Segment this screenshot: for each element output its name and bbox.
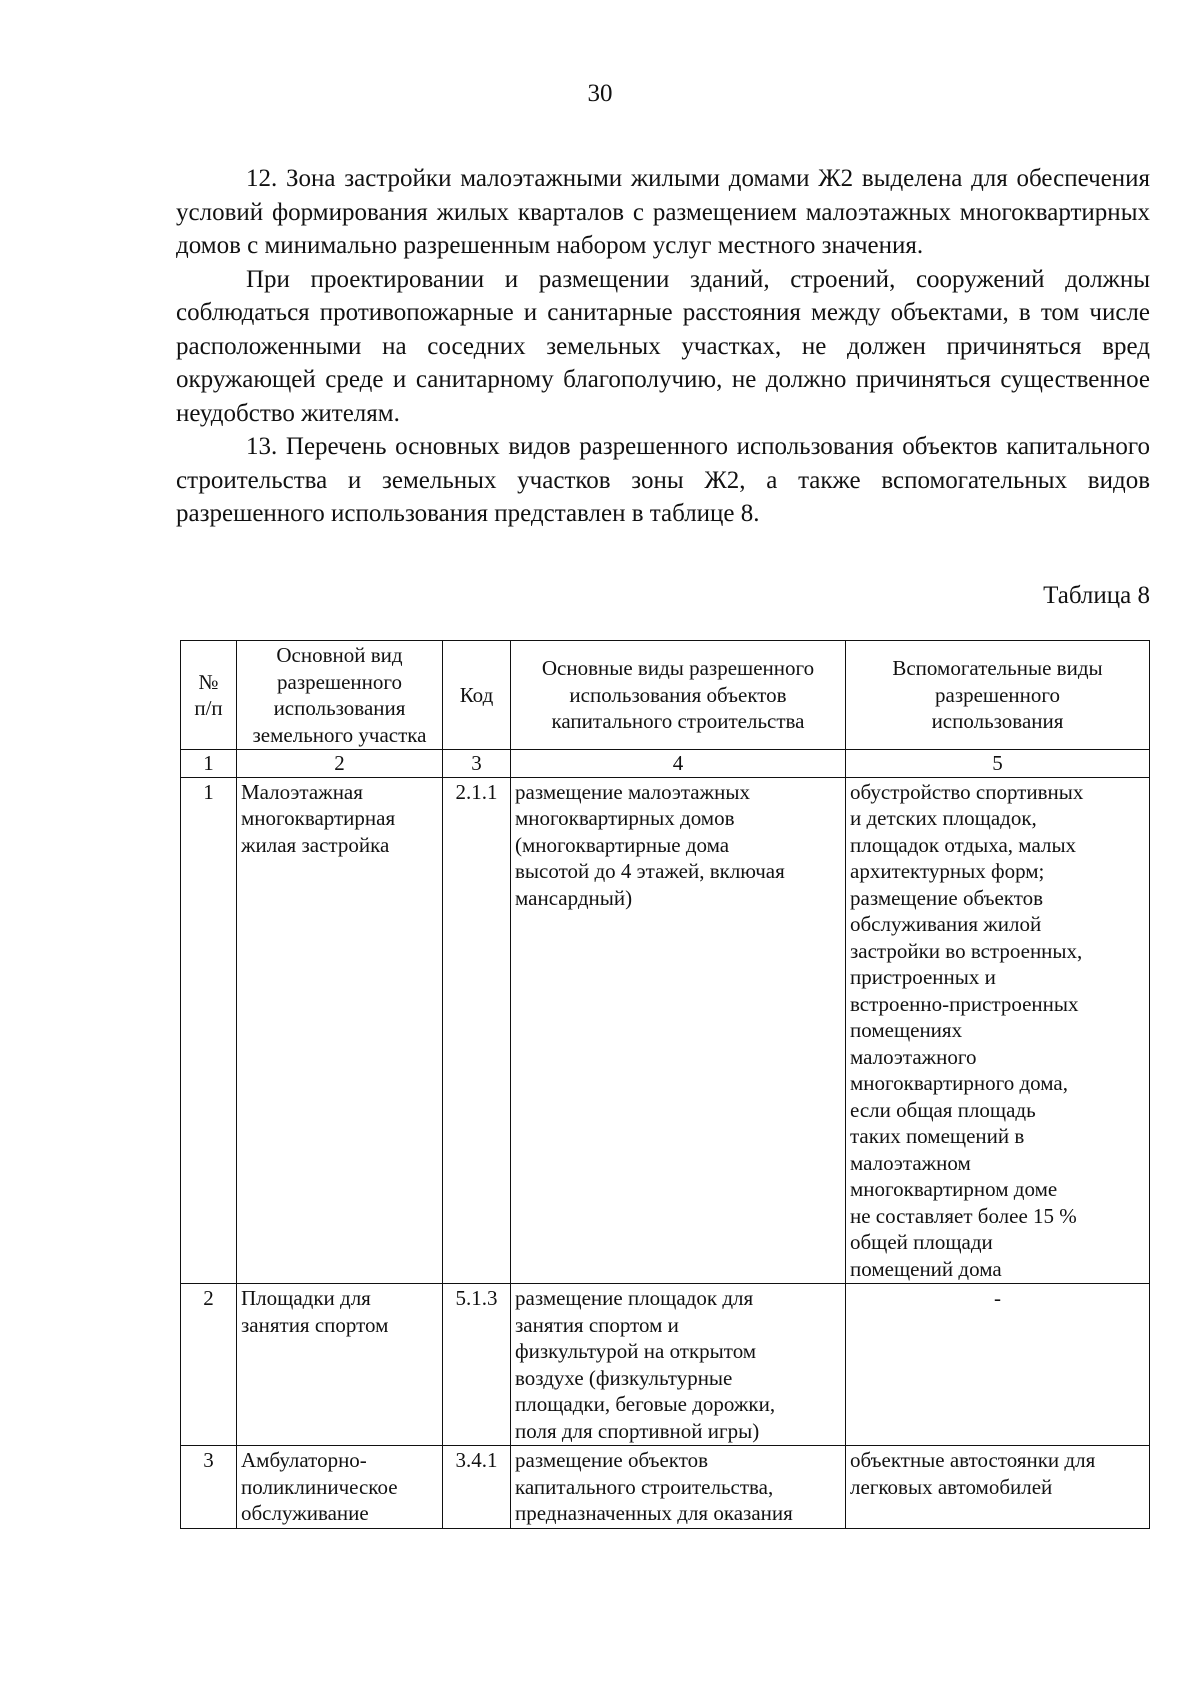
paragraph: 12. Зона застройки малоэтажными жилыми домами Ж2 выделена для обеспечения условий формирования жилых кварталов с размещением малоэтажных многоквартирных домов с минимально разрешенным набором услуг местного значения. (176, 165, 1150, 259)
row-land-use: Малоэтажная многоквартирная жилая застройка (237, 777, 443, 1284)
column-number: 2 (237, 750, 443, 778)
header-main-uses: Основные виды разрешенного использования объектов капитального строительства (511, 641, 846, 750)
row-num: 2 (181, 1284, 237, 1446)
row-land-use: Амбулаторно- поликлиническое обслуживание (237, 1446, 443, 1529)
body-text (176, 162, 1150, 531)
row-main-uses: размещение малоэтажных многоквартирных домов (многоквартирные дома высотой до 4 этажей, включая мансардный) (511, 777, 846, 1284)
row-num: 1 (181, 777, 237, 1284)
table-row (181, 1284, 1150, 1446)
column-number: 1 (181, 750, 237, 778)
header-land-use: Основной вид разрешенного использования земельного участка (237, 641, 443, 750)
header-code: Код (443, 641, 511, 750)
paragraph: 13. Перечень основных видов разрешенного использования объектов капитального строительства и земельных участков зоны Ж2, а также вспомогательных видов разрешенного использования представлен в таблице 8. (176, 433, 1150, 527)
column-number-row (181, 750, 1150, 778)
row-aux-uses: - (846, 1284, 1150, 1446)
header-num: № п/п (181, 641, 237, 750)
page-number: 30 (587, 80, 613, 107)
row-num: 3 (181, 1446, 237, 1529)
permitted-uses-table (180, 640, 1150, 1529)
row-main-uses: размещение площадок для занятия спортом и физкультурой на открытом воздухе (физкультурные площадки, беговые дорожки, поля для спортивной игры) (511, 1284, 846, 1446)
row-code: 2.1.1 (443, 777, 511, 1284)
column-number: 4 (511, 750, 846, 778)
row-main-uses: размещение объектов капитального строительства, предназначенных для оказания (511, 1446, 846, 1529)
header-aux-uses: Вспомогательные виды разрешенного использования (846, 641, 1150, 750)
column-number: 5 (846, 750, 1150, 778)
row-aux-uses: обустройство спортивных и детских площадок, площадок отдыха, малых архитектурных форм; размещение объектов обслуживания жилой застройки во встроенных, пристроенных и встроенно-пристроенных помещениях малоэтажного многоквартирного дома, если общая площадь таких помещений в малоэтажном многоквартирном доме не составляет более 15 % общей площади помещений дома (846, 777, 1150, 1284)
table-header-row (181, 641, 1150, 750)
row-land-use: Площадки для занятия спортом (237, 1284, 443, 1446)
row-code: 3.4.1 (443, 1446, 511, 1529)
table-caption: Таблица 8 (1043, 582, 1150, 609)
paragraph: При проектировании и размещении зданий, строений, сооружений должны соблюдаться противопожарные и санитарные расстояния между объектами, в том числе расположенными на соседних земельных участках, не должен причиняться вред окружающей среде и санитарному благополучию, не должно причиняться существенное неудобство жителям. (176, 265, 1150, 427)
column-number: 3 (443, 750, 511, 778)
table-row (181, 777, 1150, 1284)
row-aux-uses: объектные автостоянки для легковых автомобилей (846, 1446, 1150, 1529)
row-code: 5.1.3 (443, 1284, 511, 1446)
table-row (181, 1446, 1150, 1529)
